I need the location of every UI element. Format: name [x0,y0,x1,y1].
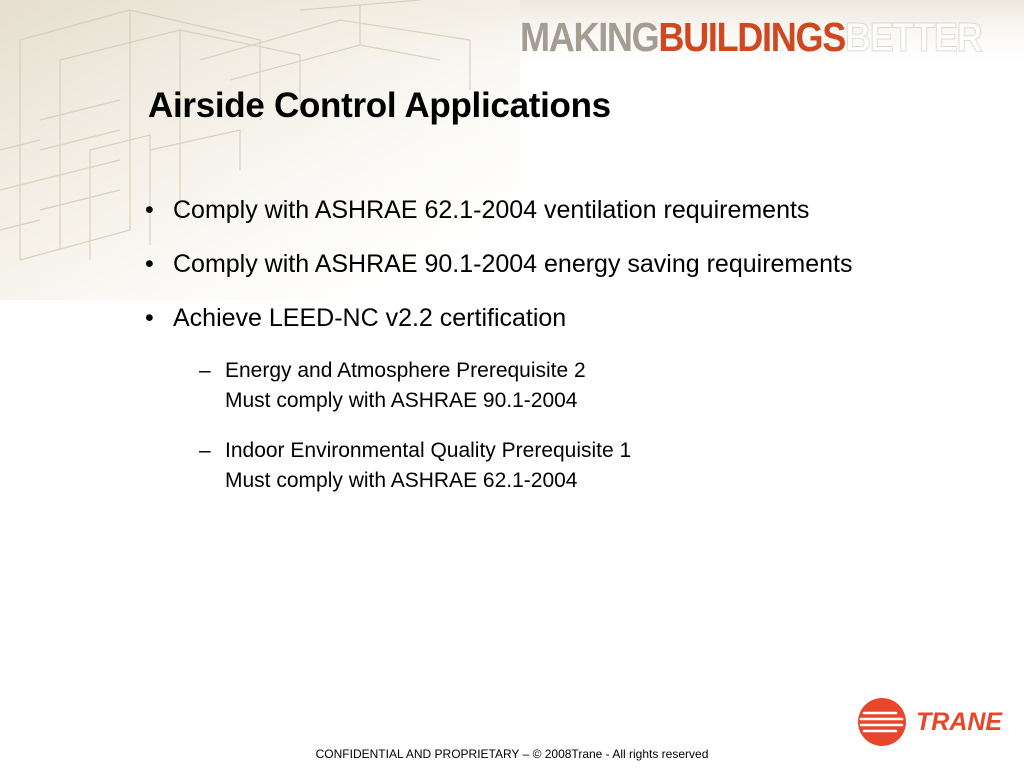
banner-word-making: MAKING [520,14,659,60]
slide-title: Airside Control Applications [148,86,611,125]
sub-bullet-marker: – [199,439,211,462]
bullet-text: Achieve LEED-NC v2.2 certification [173,304,567,332]
bullet-marker: • [145,196,154,224]
trane-circle-logo-icon [858,698,906,746]
sub-bullet-line: Indoor Environmental Quality Prerequisite 1 [225,439,632,462]
bullet-marker: • [145,304,154,332]
bullet-text: Comply with ASHRAE 62.1-2004 ventilation requirements [173,196,810,224]
sub-bullet-item [145,356,1005,416]
bullet-item [145,302,1005,334]
bullet-item [145,248,1005,280]
bullet-text: Comply with ASHRAE 90.1-2004 energy saving requirements [173,250,853,278]
banner-word-buildings: BUILDINGS [658,14,845,60]
banner-word-better: BETTER [844,14,982,60]
bullet-list [145,194,1005,516]
sub-bullet-line: Energy and Atmosphere Prerequisite 2 [225,359,586,382]
trane-logo-text: TRANE [916,708,1003,736]
bullet-marker: • [145,250,154,278]
making-buildings-better-banner [520,16,981,58]
bullet-item [145,194,1005,226]
trane-logo [856,696,1016,748]
footer-copyright: CONFIDENTIAL AND PROPRIETARY – © 2008Trane - All rights reserved [315,747,709,761]
sub-bullet-marker: – [199,359,211,382]
sub-bullet-line: Must comply with ASHRAE 90.1-2004 [225,389,578,412]
sub-bullet-item [145,436,1005,496]
sub-bullet-line: Must comply with ASHRAE 62.1-2004 [225,469,578,492]
